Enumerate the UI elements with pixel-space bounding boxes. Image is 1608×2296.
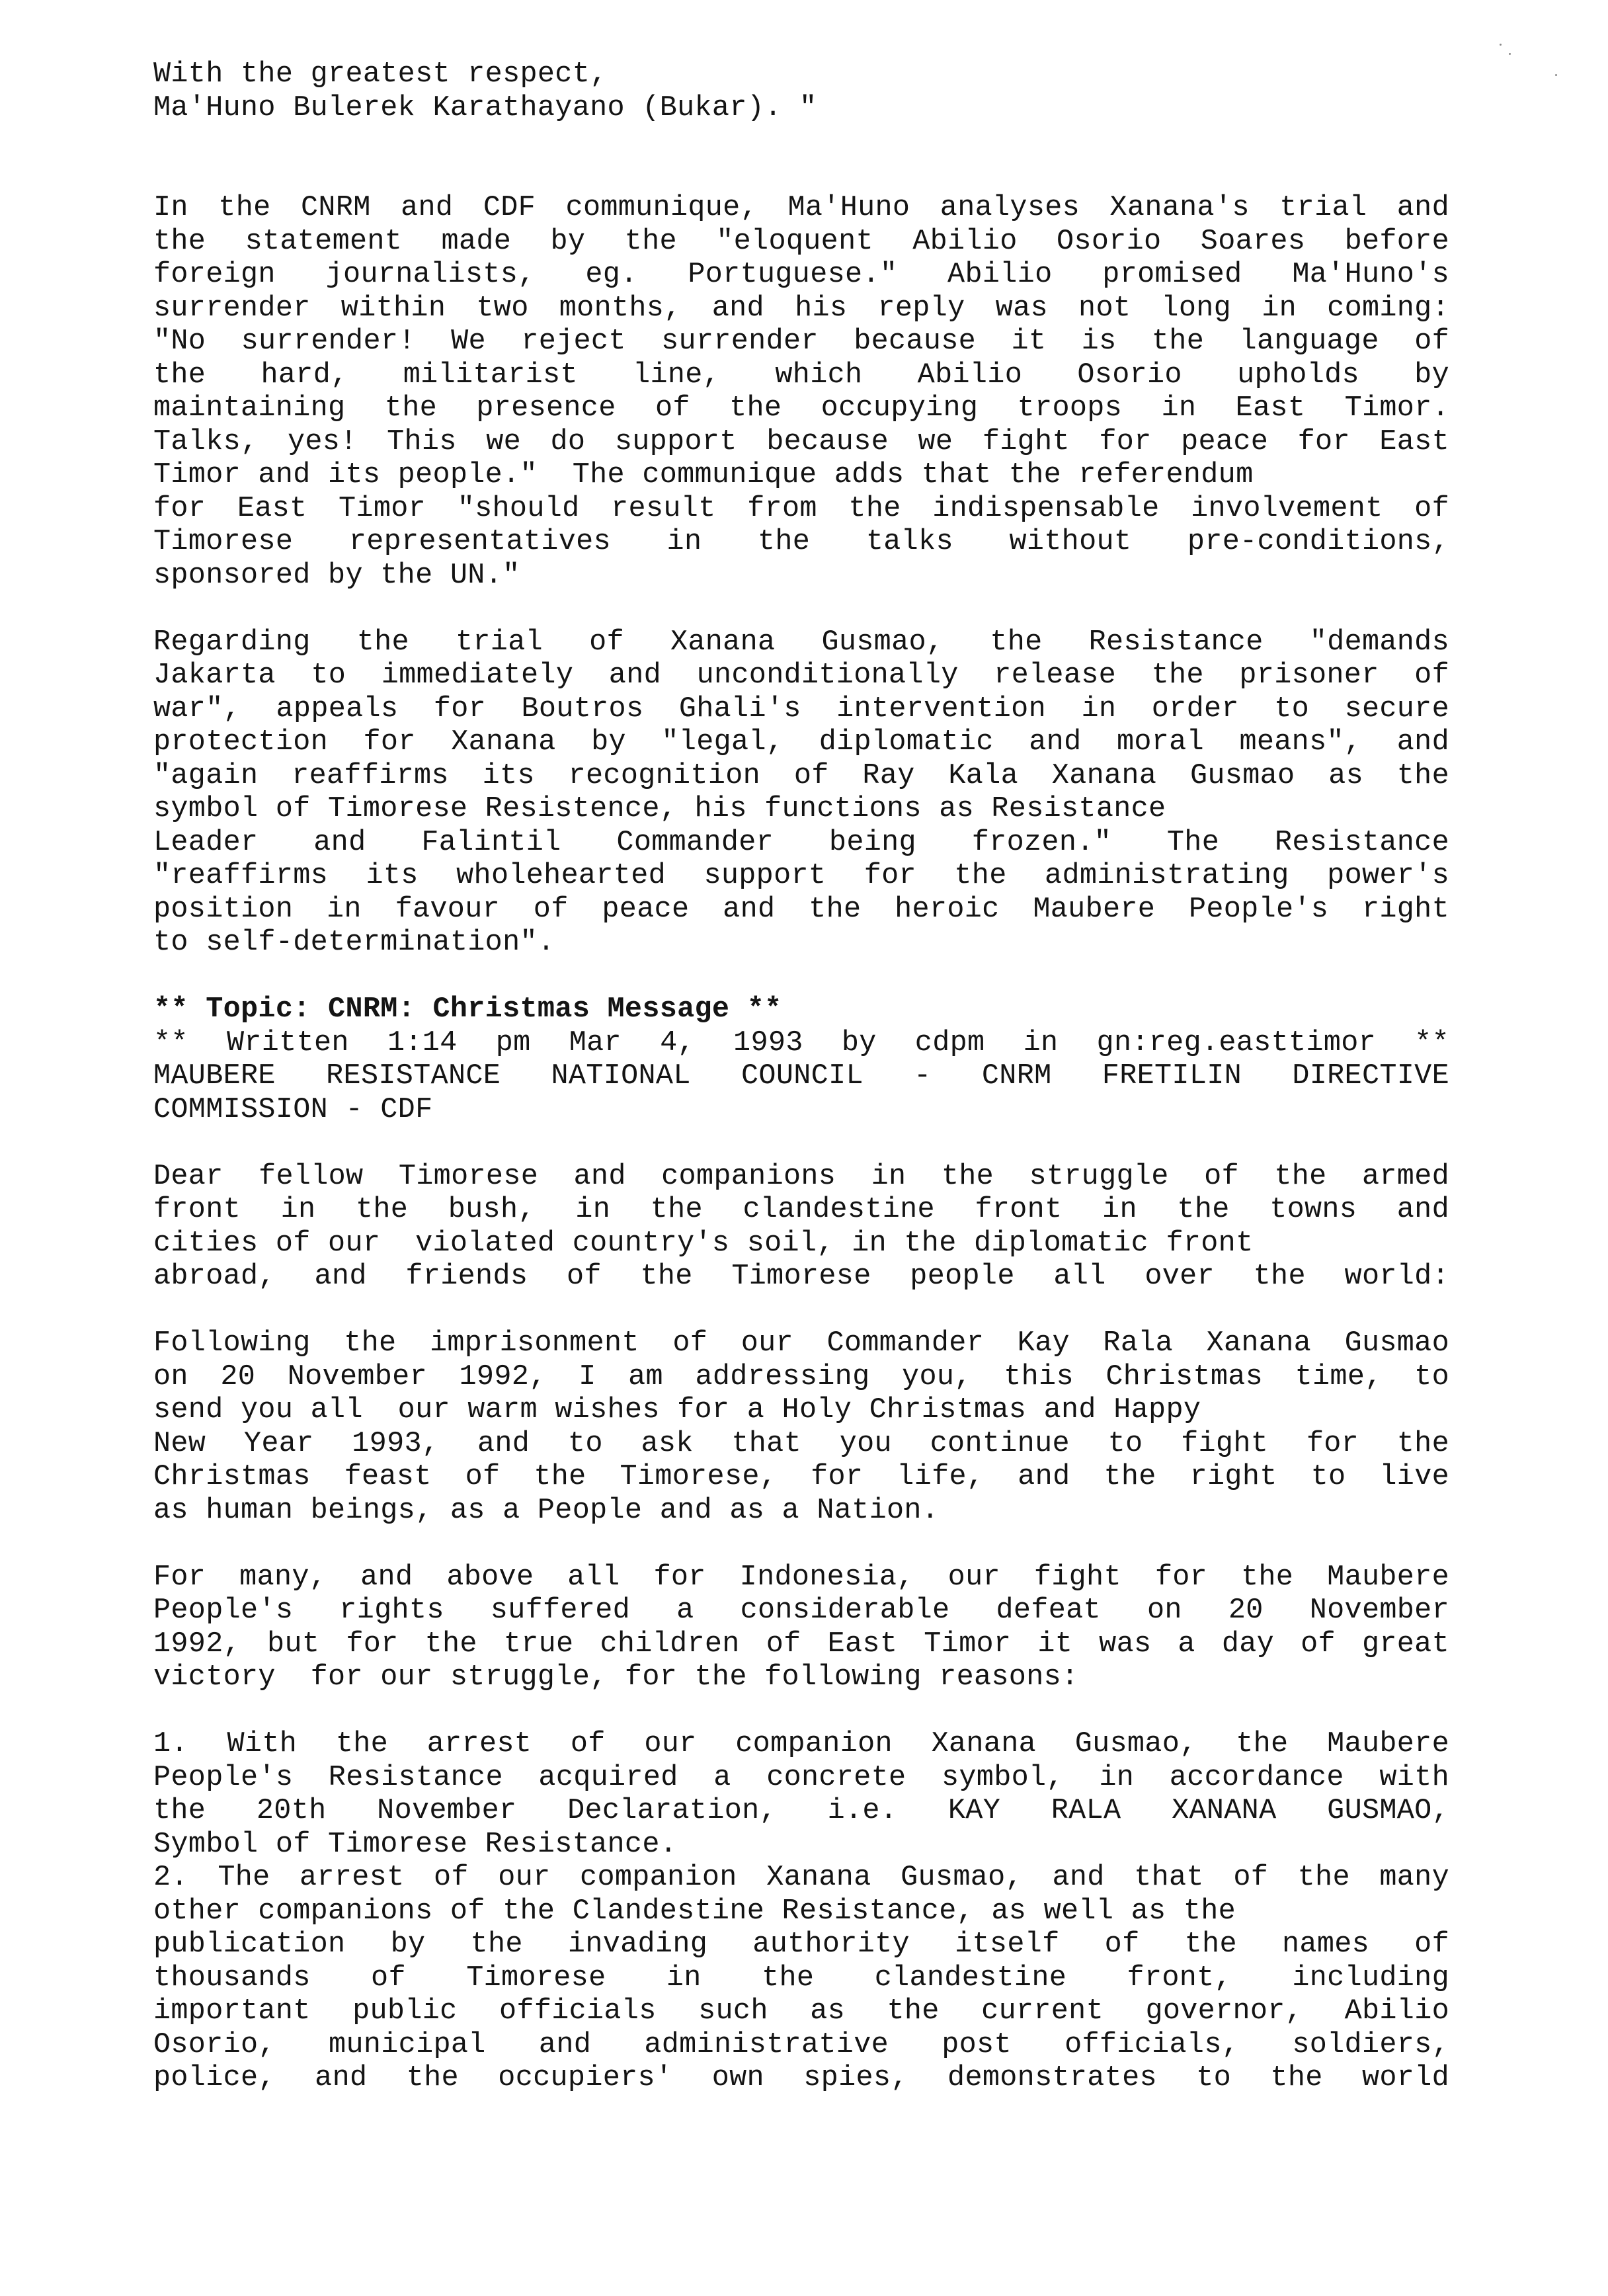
list-item: thousands of Timorese in the clandestine front, including: [153, 1961, 1449, 1994]
text-line: Regarding the trial of Xanana Gusmao, the Resistance "demands: [153, 626, 1449, 659]
text-line: For many, and above all for Indonesia, our fight for the Maubere: [153, 1561, 1449, 1594]
text-line: Christmas feast of the Timorese, for life, and the right to live: [153, 1461, 1449, 1493]
scan-speck: [1555, 74, 1557, 76]
closing-salutation: With the greatest respect,: [153, 58, 608, 91]
list-item: publication by the invading authority itself of the names of: [153, 1928, 1449, 1961]
list-item: the 20th November Declaration, i.e. KAY RALA XANANA GUSMAO,: [153, 1795, 1449, 1827]
text-line: "reaffirms its wholehearted support for the administrating power's: [153, 860, 1449, 892]
text-line: the hard, militarist line, which Abilio Osorio upholds by: [153, 358, 1449, 391]
text-line: cities of our violated country's soil, in the diplomatic front: [153, 1227, 1254, 1260]
text-line: symbol of Timorese Resistence, his functions as Resistance: [153, 793, 1166, 825]
text-line: war", appeals for Boutros Ghali's intervention in order to secure: [153, 692, 1449, 725]
paragraph-communique: [153, 192, 1449, 593]
text-line: maintaining the presence of the occupying troops in East Timor.: [153, 392, 1449, 425]
text-line: front in the bush, in the clandestine front in the towns and: [153, 1194, 1449, 1226]
document-page: [153, 58, 1449, 2096]
text-line: surrender within two months, and his reply was not long in coming:: [153, 292, 1449, 325]
topic-written-line: ** Written 1:14 pm Mar 4, 1993 by cdpm in gn:reg.easttimor **: [153, 1026, 1449, 1059]
text-line: 1992, but for the true children of East Timor it was a day of great: [153, 1627, 1449, 1660]
list-item: People's Resistance acquired a concrete symbol, in accordance with: [153, 1761, 1449, 1794]
text-line: Timor and its people." The communique adds that the referendum: [153, 459, 1254, 491]
list-item: police, and the occupiers' own spies, demonstrates to the world: [153, 2062, 1449, 2094]
topic-header: [153, 993, 1449, 1127]
text-line: protection for Xanana by "legal, diplomatic and moral means", and: [153, 726, 1449, 758]
topic-title: ** Topic: CNRM: Christmas Message **: [153, 993, 782, 1026]
text-line: In the CNRM and CDF communique, Ma'Huno analyses Xanana's trial and: [153, 192, 1449, 224]
paragraph-victory: [153, 1561, 1449, 1695]
closing-signature: Ma'Huno Bulerek Karathayano (Bukar). ": [153, 91, 817, 124]
scan-speck: [1500, 44, 1502, 46]
list-item: 1. With the arrest of our companion Xanana Gusmao, the Maubere: [153, 1728, 1449, 1760]
paragraph-greeting: [153, 1161, 1449, 1294]
text-line: Talks, yes! This we do support because we fight for peace for East: [153, 425, 1449, 458]
text-line: "again reaffirms its recognition of Ray Kala Xanana Gusmao as the: [153, 759, 1449, 792]
scan-speck: [1509, 53, 1511, 55]
topic-org-line: COMMISSION - CDF: [153, 1093, 433, 1126]
list-item: important public officials such as the current governor, Abilio: [153, 1995, 1449, 2028]
text-line: on 20 November 1992, I am addressing you, this Christmas time, to: [153, 1360, 1449, 1393]
text-line: "No surrender! We reject surrender because it is the language of: [153, 325, 1449, 358]
list-item: Osorio, municipal and administrative post officials, soldiers,: [153, 2028, 1449, 2061]
text-line: position in favour of peace and the heroic Maubere People's right: [153, 893, 1449, 926]
text-line: as human beings, as a People and as a Nation.: [153, 1494, 940, 1527]
text-line: New Year 1993, and to ask that you continue to fight for the: [153, 1427, 1449, 1460]
numbered-points: [153, 1728, 1449, 2096]
paragraph-trial: [153, 626, 1449, 960]
paragraph-christmas: [153, 1327, 1449, 1528]
text-line: foreign journalists, eg. Portuguese." Abilio promised Ma'Huno's: [153, 259, 1449, 291]
list-item: 2. The arrest of our companion Xanana Gusmao, and that of the many: [153, 1862, 1449, 1894]
text-line: sponsored by the UN.": [153, 559, 520, 592]
topic-org-line: MAUBERE RESISTANCE NATIONAL COUNCIL - CNRM FRETILIN DIRECTIVE: [153, 1060, 1449, 1092]
closing-block: [153, 58, 1449, 125]
text-line: to self-determination".: [153, 926, 555, 959]
text-line: send you all our warm wishes for a Holy Christmas and Happy: [153, 1394, 1201, 1426]
text-line: People's rights suffered a considerable defeat on 20 November: [153, 1594, 1449, 1627]
text-line: Leader and Falintil Commander being frozen." The Resistance: [153, 826, 1449, 859]
text-line: victory for our struggle, for the following reasons:: [153, 1661, 1079, 1694]
text-line: for East Timor "should result from the indispensable involvement of: [153, 492, 1449, 525]
text-line: Timorese representatives in the talks without pre-conditions,: [153, 526, 1449, 558]
text-line: abroad, and friends of the Timorese people all over the world:: [153, 1260, 1449, 1293]
list-item: Symbol of Timorese Resistance.: [153, 1828, 678, 1861]
text-line: Following the imprisonment of our Commander Kay Rala Xanana Gusmao: [153, 1327, 1449, 1360]
text-line: Dear fellow Timorese and companions in the struggle of the armed: [153, 1160, 1449, 1193]
list-item: other companions of the Clandestine Resistance, as well as the: [153, 1895, 1236, 1928]
text-line: the statement made by the "eloquent Abilio Osorio Soares before: [153, 225, 1449, 258]
text-line: Jakarta to immediately and unconditionally release the prisoner of: [153, 659, 1449, 692]
